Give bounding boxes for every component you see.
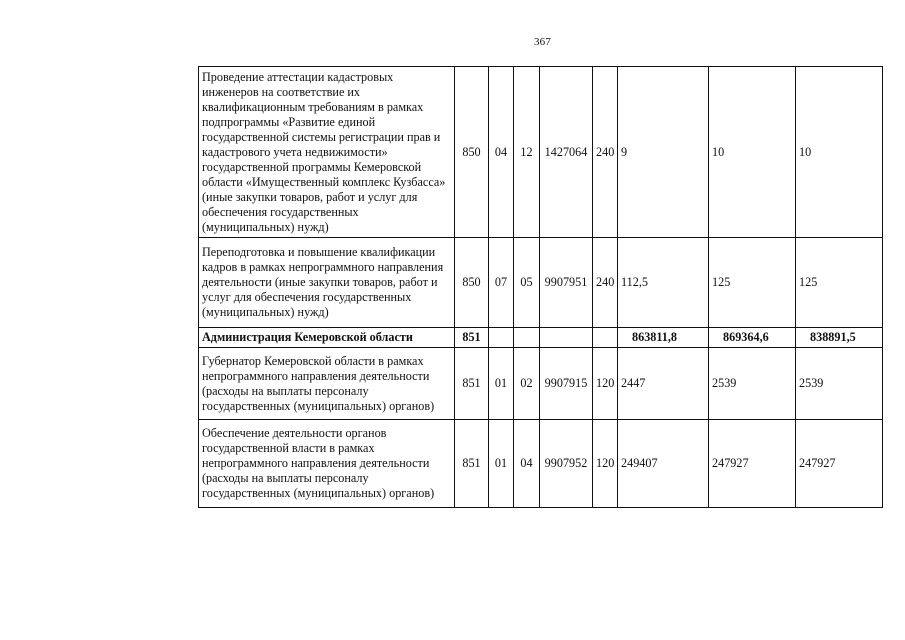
expense-type-code: 240 <box>593 238 618 328</box>
amount-year-2: 869364,6 <box>709 328 796 348</box>
amount-year-1: 863811,8 <box>618 328 709 348</box>
section-code: 01 <box>489 420 514 508</box>
ministry-code: 851 <box>455 420 489 508</box>
target-article-code: 9907951 <box>540 238 593 328</box>
ministry-code: 850 <box>455 238 489 328</box>
target-article-code: 9907952 <box>540 420 593 508</box>
budget-table <box>198 66 883 508</box>
table-row <box>199 420 883 508</box>
target-article-code: 1427064 <box>540 67 593 238</box>
target-article-code <box>540 328 593 348</box>
amount-year-3: 247927 <box>796 420 883 508</box>
table-row-total <box>199 328 883 348</box>
table-row <box>199 348 883 420</box>
amount-year-1: 9 <box>618 67 709 238</box>
subsection-code: 04 <box>514 420 540 508</box>
amount-year-3: 2539 <box>796 348 883 420</box>
amount-year-1: 112,5 <box>618 238 709 328</box>
section-code: 01 <box>489 348 514 420</box>
section-code <box>489 328 514 348</box>
target-article-code: 9907915 <box>540 348 593 420</box>
expense-type-code: 120 <box>593 420 618 508</box>
ministry-code: 851 <box>455 348 489 420</box>
row-description: Проведение аттестации кадастровых инженеров на соответствие их квалификационным требованиям в рамках подпрограммы «Развитие единой государственной системы регистрации прав и кадастрового учета недвижимости» государственной программы Кемеровской области «Имущественный комплекс Кузбасса» (иные закупки товаров, работ и услуг для обеспечения государственных (муниципальных) нужд) <box>199 67 455 238</box>
row-description: Обеспечение деятельности органов государственной власти в рамках непрограммного направления деятельности (расходы на выплаты персоналу государственных (муниципальных) органов) <box>199 420 455 508</box>
amount-year-2: 125 <box>709 238 796 328</box>
amount-year-3: 10 <box>796 67 883 238</box>
section-code: 04 <box>489 67 514 238</box>
amount-year-1: 2447 <box>618 348 709 420</box>
table-row <box>199 238 883 328</box>
subsection-code: 05 <box>514 238 540 328</box>
row-description: Переподготовка и повышение квалификации кадров в рамках непрограммного направления деятельности (иные закупки товаров, работ и услуг для обеспечения государственных (муниципальных) нужд) <box>199 238 455 328</box>
amount-year-2: 10 <box>709 67 796 238</box>
amount-year-3: 838891,5 <box>796 328 883 348</box>
expense-type-code: 240 <box>593 67 618 238</box>
subsection-code: 12 <box>514 67 540 238</box>
subsection-code: 02 <box>514 348 540 420</box>
amount-year-3: 125 <box>796 238 883 328</box>
ministry-code: 851 <box>455 328 489 348</box>
expense-type-code <box>593 328 618 348</box>
page-number: 367 <box>533 36 552 48</box>
ministry-code: 850 <box>455 67 489 238</box>
subsection-code <box>514 328 540 348</box>
table-row <box>199 67 883 238</box>
amount-year-2: 247927 <box>709 420 796 508</box>
expense-type-code: 120 <box>593 348 618 420</box>
amount-year-2: 2539 <box>709 348 796 420</box>
section-code: 07 <box>489 238 514 328</box>
row-description: Губернатор Кемеровской области в рамках непрограммного направления деятельности (расходы на выплаты персоналу государственных (муниципальных) органов) <box>199 348 455 420</box>
amount-year-1: 249407 <box>618 420 709 508</box>
row-description: Администрация Кемеровской области <box>199 328 455 348</box>
